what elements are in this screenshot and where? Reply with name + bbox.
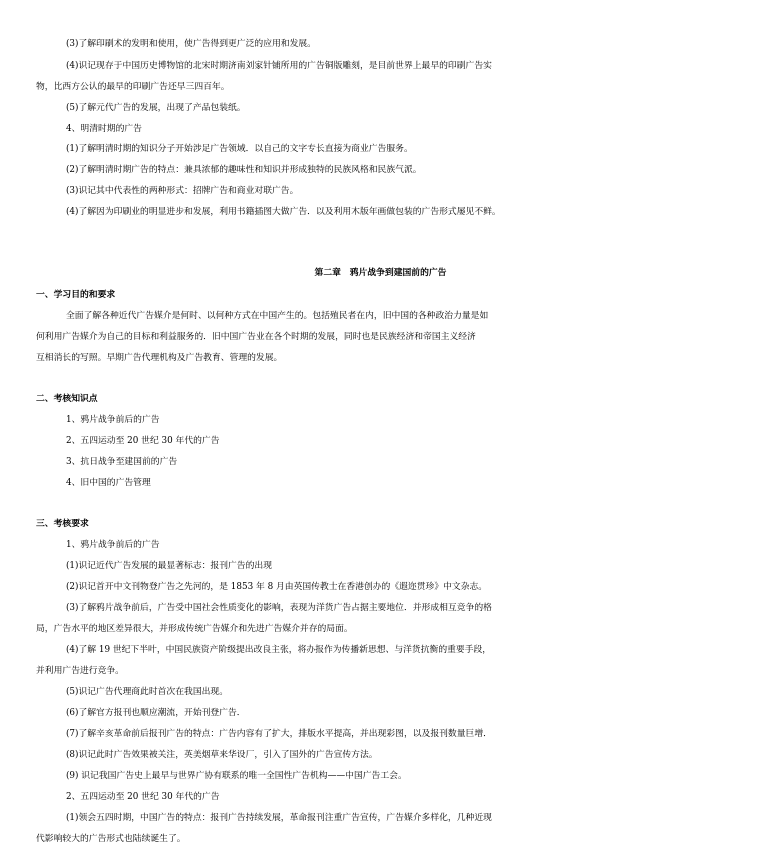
list-item: 2、五四运动至 20 世纪 30 年代的广告 bbox=[66, 436, 220, 446]
text-line: 并利用广告进行竞争。 bbox=[36, 666, 124, 676]
text-line: (7)了解辛亥革命前后报刊广告的特点：广告内容有了扩大，排版水平提高，并出现彩图，以及报刊数量巨增． bbox=[66, 729, 492, 739]
text-line: 4、明清时期的广告 bbox=[66, 124, 142, 134]
text-line: 代影响较大的广告形式也陆续诞生了。 bbox=[36, 834, 186, 844]
text-line: 互相消长的写照。早期广告代理机构及广告教育、管理的发展。 bbox=[36, 353, 283, 363]
text-line: (8)识记此时广告效果被关注，英美烟草来华设厂，引入了国外的广告宣传方法。 bbox=[66, 750, 378, 760]
subsection-heading: 1、鸦片战争前后的广告 bbox=[66, 540, 160, 550]
list-item: 3、抗日战争至建国前的广告 bbox=[66, 457, 178, 467]
text-line: (3)了解鸦片战争前后，广告受中国社会性质变化的影响，表现为洋货广告占据主要地位．并形成相互竞争的格 bbox=[66, 603, 492, 613]
text-line: (6)了解官方报刊也顺应潮流，开始刊登广告． bbox=[66, 708, 246, 718]
section-heading: 二、考核知识点 bbox=[36, 394, 98, 404]
subsection-heading: 2、五四运动至 20 世纪 30 年代的广告 bbox=[66, 792, 220, 802]
text-line: (1)领会五四时期，中国广告的特点：报刊广告持续发展，革命报刊注重广告宣传，广告媒介多样化，几种近现 bbox=[66, 813, 492, 823]
text-line: 局，广告水平的地区差异很大，并形成传统广告媒介和先进广告媒介并存的局面。 bbox=[36, 624, 353, 634]
text-line: (4)了解因为印刷业的明显进步和发展，利用书籍插图大做广告．以及利用木版年画做包装的广告形式屡见不鲜。 bbox=[66, 207, 501, 217]
text-line: (2)了解明清时期广告的特点：兼具浓郁的趣味性和知识并形成独特的民族风格和民族气派。 bbox=[66, 165, 422, 175]
text-line: (1)识记近代广告发展的最显著标志：报刊广告的出现 bbox=[66, 561, 272, 571]
chapter-title: 第二章 鸦片战争到建国前的广告 bbox=[314, 268, 447, 278]
text-line: (9) 识记我国广告史上最早与世界广协有联系的唯一全国性广告机构——中国广告工会。 bbox=[66, 771, 407, 781]
text-line: 物，比西方公认的最早的印刷广告还早三四百年。 bbox=[36, 82, 230, 92]
text-line: (2)识记首开中文刊物登广告之先河的，是 1853 年 8 月由英国传教士在香港创办的《遐迩贯珍》中文杂志。 bbox=[66, 582, 488, 592]
text-line: (4)识记现存于中国历史博物馆的北宋时期济南刘家针铺所用的广告铜版雕刻，是目前世界上最早的印刷广告实 bbox=[66, 61, 492, 71]
text-line: (4)了解 19 世纪下半叶，中国民族资产阶级提出改良主张，将办报作为传播新思想、与洋货抗衡的重要手段， bbox=[66, 645, 492, 655]
list-item: 4、旧中国的广告管理 bbox=[66, 478, 151, 488]
section-heading: 三、考核要求 bbox=[36, 519, 89, 529]
section-heading: 一、学习目的和要求 bbox=[36, 290, 116, 300]
text-line: (5)识记广告代理商此时首次在我国出现。 bbox=[66, 687, 229, 697]
text-line: (3)识记其中代表性的两种形式：招牌广告和商业对联广告。 bbox=[66, 186, 299, 196]
text-line: (5)了解元代广告的发展，出现了产品包装纸。 bbox=[66, 103, 246, 113]
list-item: 1、鸦片战争前后的广告 bbox=[66, 415, 160, 425]
text-line: 全面了解各种近代广告媒介是何时、以何种方式在中国产生的。包括殖民者在内，旧中国的各种政治力量是如 bbox=[66, 311, 489, 321]
text-line: 何利用广告媒介为自己的目标和利益服务的．旧中国广告业在各个时期的发展，同时也是民族经济和帝国主义经济 bbox=[36, 332, 476, 342]
text-line: (3)了解印刷术的发明和使用，使广告得到更广泛的应用和发展。 bbox=[66, 39, 316, 49]
text-line: (1)了解明清时期的知识分子开始涉足广告领域．以自己的文字专长直接为商业广告服务。 bbox=[66, 144, 413, 154]
